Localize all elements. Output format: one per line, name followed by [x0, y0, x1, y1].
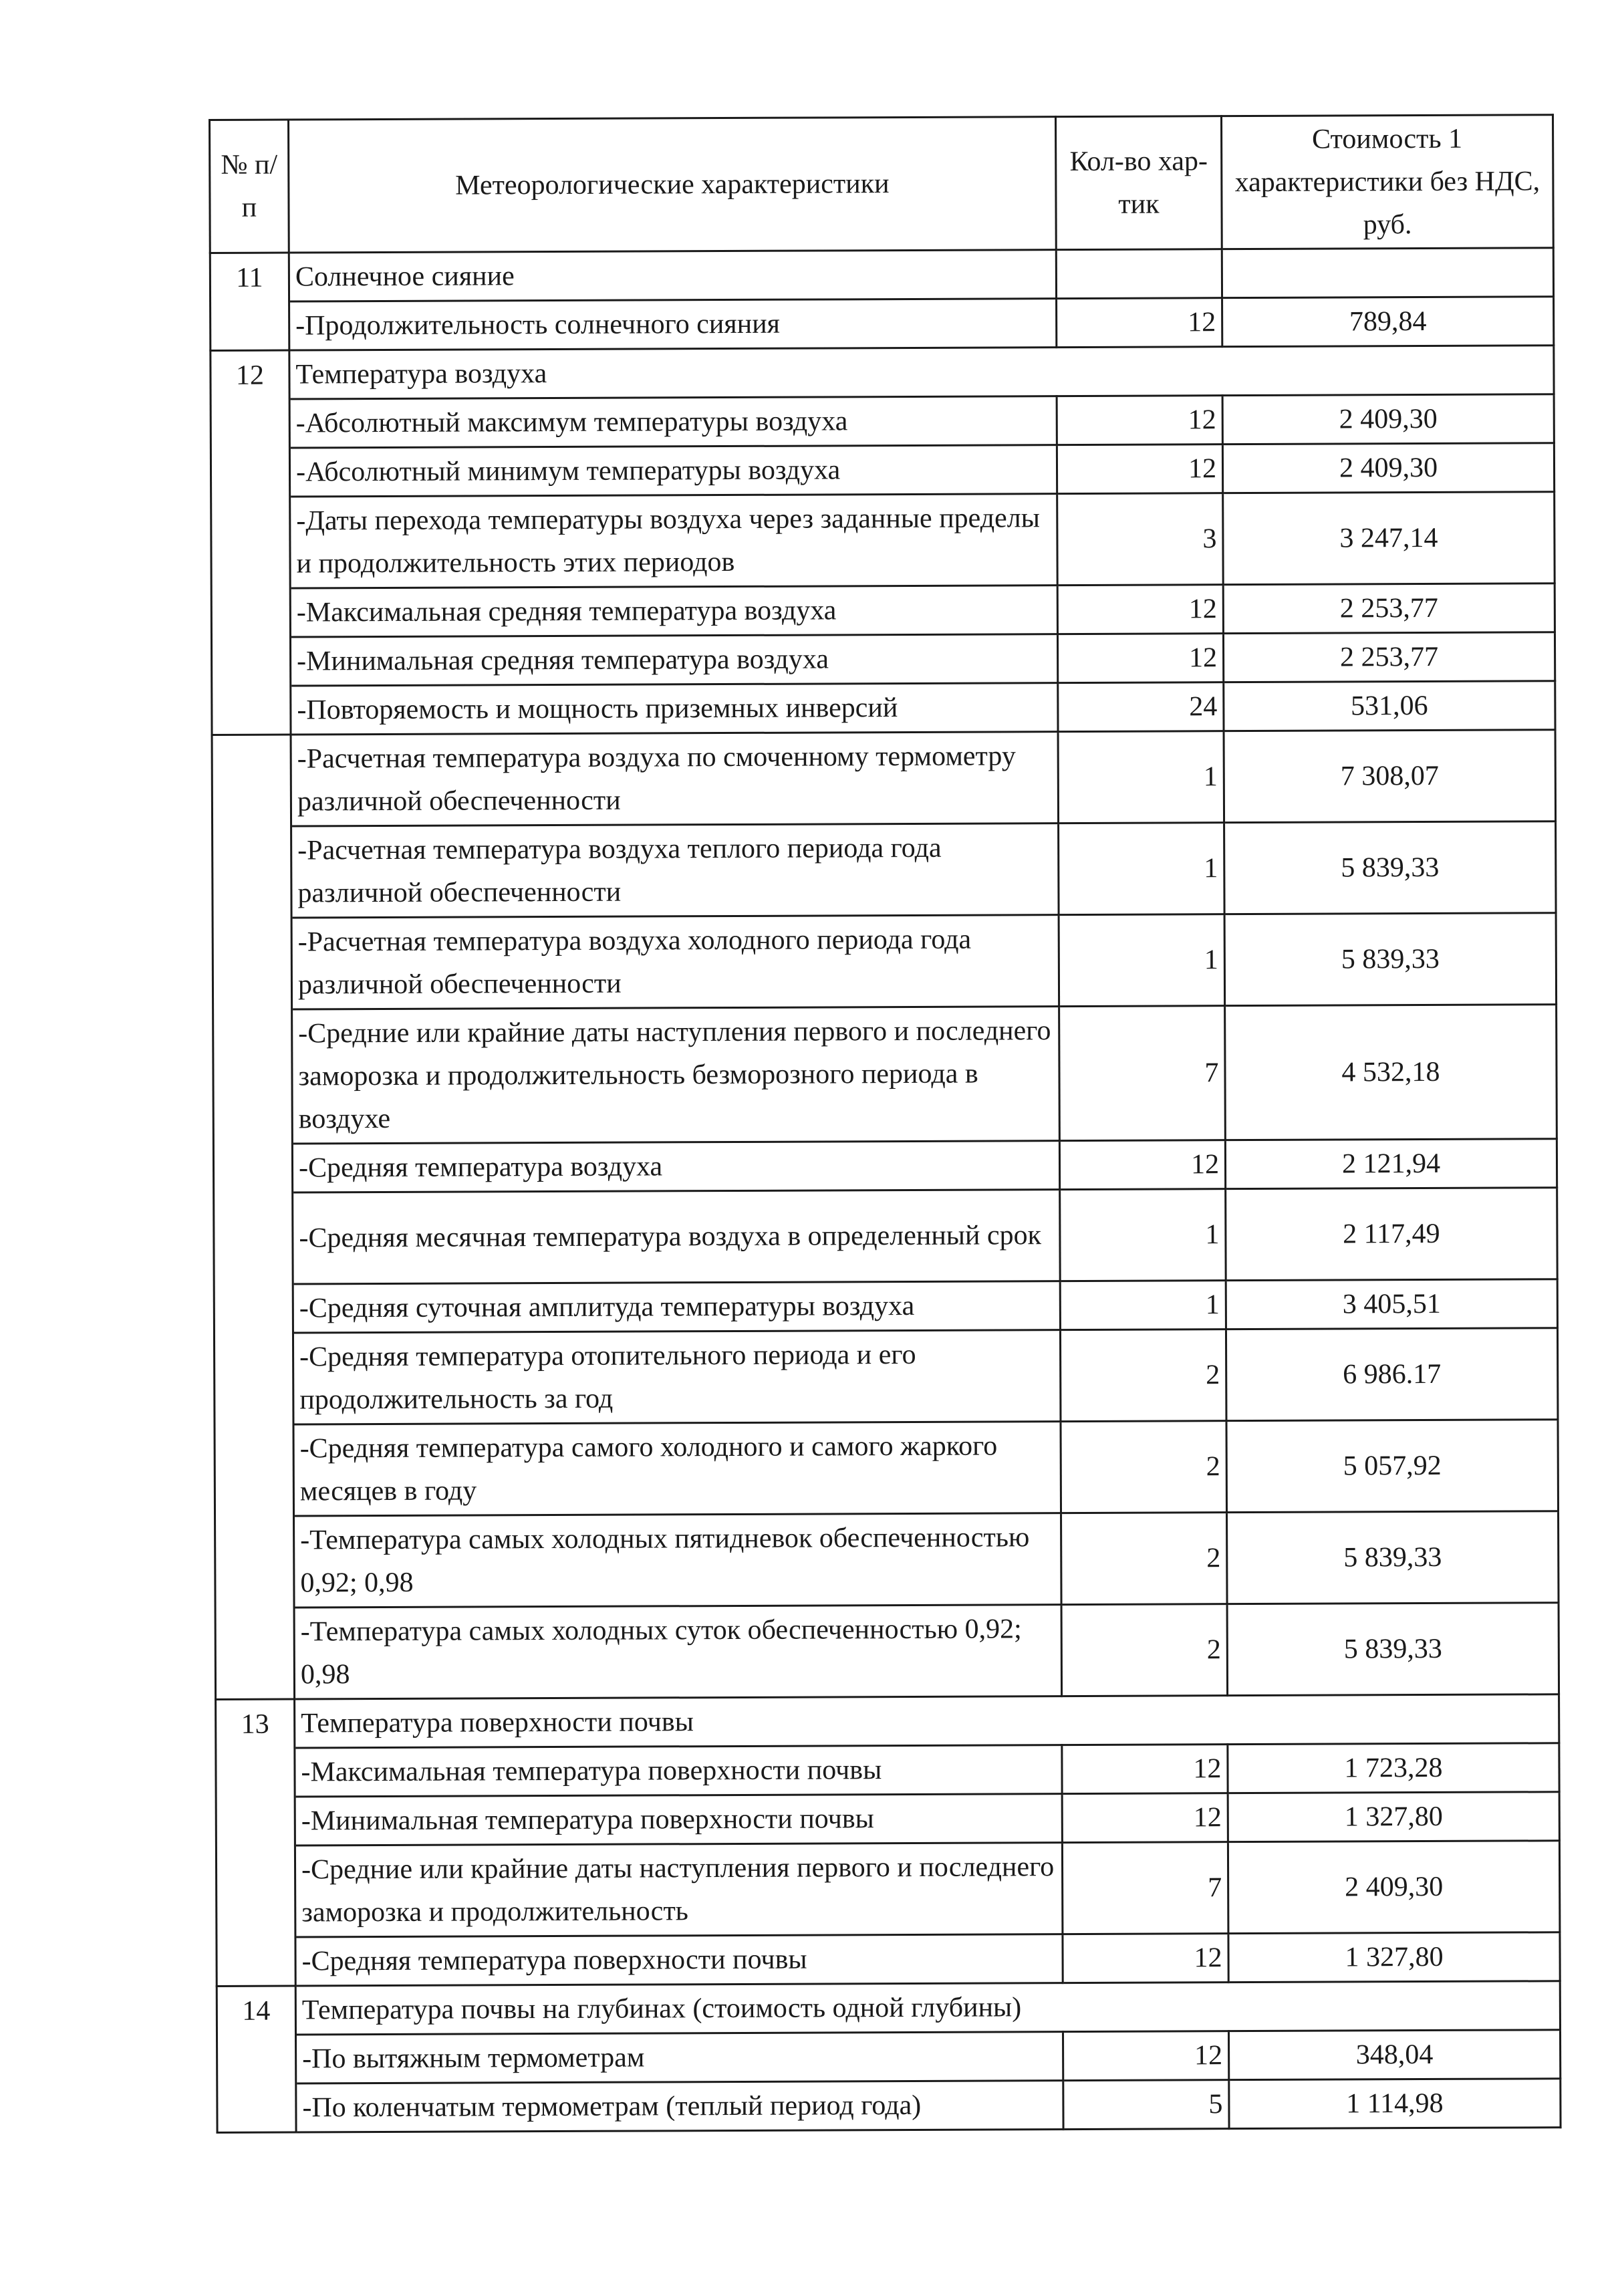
cost-cell: 2 409,30: [1222, 394, 1554, 444]
group-title: Температура почвы на глубинах (стоимость одной глубины): [295, 1981, 1560, 2035]
cost-cell: 2 409,30: [1222, 443, 1554, 493]
qty-cell: 2: [1061, 1421, 1227, 1513]
cost-cell: 5 839,33: [1224, 913, 1557, 1006]
qty-cell: 2: [1060, 1329, 1226, 1422]
group-number-spacer: [217, 1937, 295, 1986]
table-row: [211, 632, 1555, 686]
cost-cell: 2 117,49: [1226, 1188, 1558, 1281]
table-row: [212, 681, 1555, 735]
cost-cell: 5 839,33: [1227, 1511, 1559, 1604]
group-number-spacer: [212, 735, 291, 826]
group-row: [217, 1981, 1560, 2035]
qty-cell: 5: [1063, 2080, 1229, 2130]
characteristic-name: -Минимальная температура поверхности почвы: [295, 1794, 1062, 1845]
qty-cell: [1056, 249, 1222, 299]
qty-cell: 1: [1060, 1281, 1226, 1330]
cost-cell: 531,06: [1224, 681, 1555, 731]
cost-cell: 3 247,14: [1223, 492, 1555, 585]
qty-cell: 1: [1060, 1189, 1226, 1281]
table-row: [216, 1841, 1560, 1938]
table-row: [213, 913, 1557, 1010]
cost-cell: [1222, 248, 1553, 298]
group-number-spacer: [212, 686, 291, 735]
group-title: Температура воздуха: [289, 346, 1554, 399]
group-number-spacer: [214, 1284, 293, 1333]
cost-cell: 2 253,77: [1223, 632, 1555, 682]
qty-cell: 12: [1057, 298, 1222, 348]
characteristic-name: -Абсолютный максимум температуры воздуха: [289, 396, 1057, 448]
table-row: [211, 492, 1555, 589]
table-row: [214, 1188, 1558, 1285]
qty-cell: 2: [1061, 1604, 1228, 1696]
group-number-spacer: [214, 1192, 293, 1284]
characteristic-name: -По вытяжным термометрам: [296, 2032, 1063, 2083]
group-number-spacer: [216, 1845, 295, 1937]
qty-cell: 3: [1057, 493, 1224, 586]
characteristic-name: -По коленчатым термометрам (теплый период года): [296, 2081, 1063, 2132]
group-number-spacer: [211, 637, 290, 686]
group-title: Температура поверхности почвы: [295, 1694, 1559, 1748]
cost-cell: 1 114,98: [1229, 2079, 1561, 2129]
group-number-spacer: [213, 1144, 292, 1192]
header-name: Метеорологические характеристики: [289, 117, 1057, 253]
qty-cell: 12: [1057, 396, 1222, 445]
characteristic-name: -Средняя температура отопительного периода и его продолжительность за год: [293, 1330, 1061, 1424]
table-row: [211, 584, 1555, 638]
table-row: [214, 1328, 1558, 1425]
qty-cell: 12: [1063, 2031, 1228, 2081]
table-row: [211, 443, 1554, 497]
table-row: [215, 1511, 1559, 1608]
group-number-spacer: [217, 2083, 296, 2132]
cost-cell: 348,04: [1228, 2030, 1560, 2080]
table-row: [215, 1603, 1559, 1700]
group-number: 11: [210, 253, 289, 301]
group-title: Солнечное сияние: [289, 250, 1056, 301]
characteristic-name: -Температура самых холодных пятидневок обеспеченностью 0,92; 0,98: [294, 1513, 1062, 1608]
cost-cell: 3 405,51: [1226, 1279, 1557, 1329]
table-row: [211, 394, 1554, 449]
group-number-spacer: [215, 1516, 295, 1608]
table-row: [213, 1139, 1557, 1193]
group-number-spacer: [211, 448, 289, 497]
table-row: [211, 297, 1554, 351]
qty-cell: 1: [1059, 914, 1225, 1007]
group-number-spacer: [216, 1748, 295, 1797]
group-row: [216, 1694, 1559, 1749]
header-qty: Кол-во хар-тик: [1055, 116, 1222, 250]
header-num: № п/п: [210, 120, 289, 253]
group-number-spacer: [213, 826, 292, 918]
characteristic-name: -Средняя температура поверхности почвы: [295, 1934, 1063, 1986]
qty-cell: 24: [1058, 682, 1224, 732]
table-row: [213, 821, 1557, 918]
cost-cell: 4 532,18: [1225, 1005, 1557, 1140]
group-number-spacer: [211, 301, 289, 350]
group-row: [211, 346, 1554, 400]
cost-cell: 5 839,33: [1227, 1603, 1559, 1696]
group-number-spacer: [215, 1608, 295, 1699]
characteristic-name: -Расчетная температура воздуха холодного периода года различной обеспеченности: [291, 915, 1059, 1009]
header-cost: Стоимость 1 характеристики без НДС, руб.: [1221, 115, 1553, 249]
qty-cell: 12: [1062, 1745, 1228, 1794]
group-number-spacer: [216, 1797, 295, 1845]
document-page: [209, 114, 1560, 2134]
cost-cell: 2 409,30: [1228, 1841, 1560, 1934]
group-number-spacer: [214, 1333, 293, 1424]
group-number-spacer: [217, 2035, 296, 2083]
characteristic-name: -Максимальная средняя температура воздуха: [290, 586, 1057, 637]
characteristic-name: -Средняя температура самого холодного и самого жаркого месяцев в году: [293, 1422, 1061, 1516]
cost-cell: 1 327,80: [1228, 1932, 1560, 1983]
table-row: [216, 1792, 1559, 1846]
qty-cell: 7: [1062, 1842, 1228, 1934]
qty-cell: 12: [1057, 585, 1223, 634]
cost-cell: 789,84: [1222, 297, 1554, 347]
group-number: 13: [216, 1699, 295, 1748]
characteristic-name: -Средняя месячная температура воздуха в определенный срок: [293, 1190, 1061, 1284]
characteristic-name: -Средние или крайние даты наступления первого и последнего заморозка и продолжительность безморозного периода в воздухе: [292, 1007, 1060, 1144]
qty-cell: 12: [1057, 634, 1223, 683]
group-number-spacer: [213, 1009, 293, 1144]
characteristic-name: -Средняя температура воздуха: [292, 1141, 1059, 1192]
group-number-spacer: [213, 918, 292, 1009]
table-row: [214, 1279, 1557, 1333]
table-row: [217, 2030, 1561, 2084]
table-row: [216, 1743, 1559, 1797]
group-number-spacer: [211, 497, 291, 588]
characteristic-name: -Температура самых холодных суток обеспеченностью 0,92; 0,98: [294, 1605, 1062, 1699]
characteristic-name: -Максимальная температура поверхности почвы: [295, 1745, 1062, 1797]
table-row: [217, 2079, 1561, 2133]
characteristic-name: -Расчетная температура воздуха по смоченному термометру различной обеспеченности: [291, 732, 1059, 826]
cost-cell: 5 057,92: [1226, 1420, 1559, 1513]
characteristic-name: -Абсолютный минимум температуры воздуха: [289, 445, 1057, 497]
cost-cell: 1 327,80: [1228, 1792, 1559, 1842]
characteristic-name: -Минимальная средняя температура воздуха: [290, 634, 1057, 686]
qty-cell: 12: [1063, 1934, 1228, 1983]
cost-cell: 7 308,07: [1224, 730, 1556, 823]
meteorological-price-table: [209, 114, 1562, 2134]
table-header-row: [210, 115, 1554, 253]
table-row: [212, 730, 1556, 827]
group-number-spacer: [211, 588, 290, 637]
group-number-spacer: [211, 399, 289, 448]
characteristic-name: -Средняя суточная амплитуда температуры воздуха: [293, 1281, 1060, 1333]
cost-cell: 5 839,33: [1224, 821, 1557, 914]
table-row: [217, 1932, 1560, 1987]
group-number-spacer: [215, 1424, 294, 1516]
qty-cell: 12: [1059, 1140, 1225, 1190]
qty-cell: 2: [1061, 1513, 1228, 1605]
characteristic-name: -Даты перехода температуры воздуха через заданные пределы и продолжительность этих периодов: [290, 494, 1058, 588]
table-row: [213, 1005, 1557, 1144]
characteristic-name: -Повторяемость и мощность приземных инверсий: [291, 683, 1058, 735]
table-row: [215, 1420, 1559, 1517]
group-row: [210, 248, 1553, 302]
qty-cell: 1: [1058, 731, 1224, 823]
cost-cell: 2 121,94: [1225, 1139, 1557, 1189]
cost-cell: 6 986.17: [1226, 1328, 1558, 1421]
qty-cell: 12: [1062, 1793, 1228, 1843]
qty-cell: 1: [1059, 823, 1225, 915]
qty-cell: 12: [1057, 444, 1222, 494]
group-number: 12: [211, 350, 289, 399]
characteristic-name: -Продолжительность солнечного сияния: [289, 299, 1057, 350]
qty-cell: 7: [1059, 1006, 1226, 1141]
characteristic-name: -Расчетная температура воздуха теплого периода года различной обеспеченности: [291, 823, 1059, 918]
cost-cell: 1 723,28: [1228, 1743, 1559, 1793]
cost-cell: 2 253,77: [1223, 584, 1555, 634]
characteristic-name: -Средние или крайние даты наступления первого и последнего заморозка и продолжительность: [295, 1843, 1063, 1937]
group-number: 14: [217, 1986, 295, 2035]
